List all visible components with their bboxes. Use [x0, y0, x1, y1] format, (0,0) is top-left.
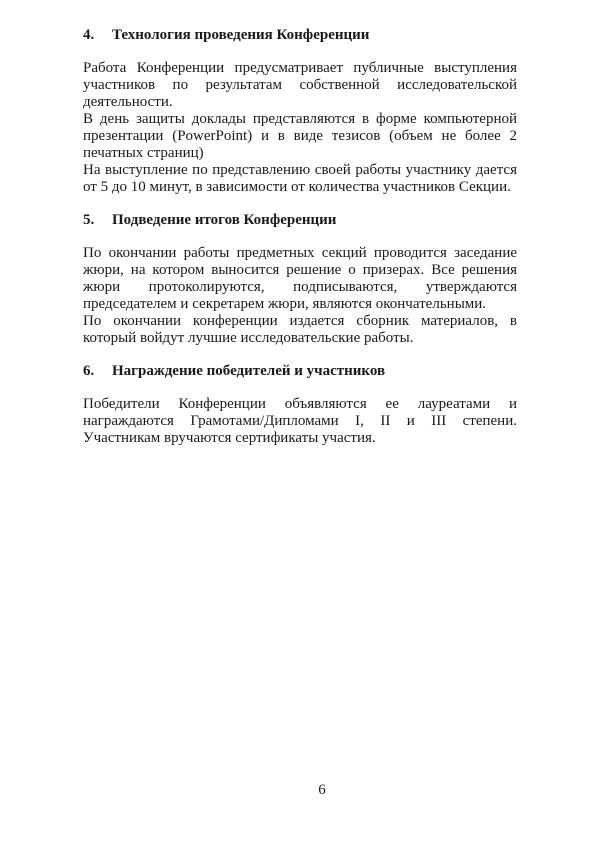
- page-number: 6: [318, 782, 326, 798]
- section-4-number: 4.: [83, 27, 95, 43]
- section-5-paragraph: По окончании конференции издается сборник материалов, в который войдут лучшие исследовательские работы.: [83, 313, 517, 346]
- section-5-paragraph: По окончании работы предметных секций проводится заседание жюри, на котором выносится решение о призерах. Все решения жюри протоколируются, подписываются, утверждаются председателем и секретарем жюри, являются окончательными.: [83, 245, 517, 312]
- section-6-heading: [83, 363, 517, 380]
- section-5: [83, 212, 517, 347]
- section-6-paragraph: Победители Конференции объявляются ее лауреатами и награждаются Грамотами/Дипломами I, II и III степени. Участникам вручаются сертификаты участия.: [83, 396, 517, 446]
- section-5-title: Подведение итогов Конференции: [112, 212, 337, 228]
- section-6: [83, 363, 517, 447]
- section-4-paragraph: Работа Конференции предусматривает публичные выступления участников по результатам собственной исследовательской деятельности.: [83, 60, 517, 110]
- section-4-paragraph: На выступление по представлению своей работы участнику дается от 5 до 10 минут, в зависимости от количества участников Секции.: [83, 162, 517, 195]
- section-5-number: 5.: [83, 212, 95, 228]
- section-4-title: Технология проведения Конференции: [112, 27, 370, 43]
- section-6-number: 6.: [83, 363, 95, 379]
- section-4-heading: [83, 27, 517, 44]
- section-5-heading: [83, 212, 517, 229]
- section-4: [83, 27, 517, 196]
- section-4-paragraph: В день защиты доклады представляются в форме компьютерной презентации (PowerPoint) и в виде тезисов (объем не более 2 печатных страниц): [83, 111, 517, 161]
- section-6-title: Награждение победителей и участников: [112, 363, 386, 379]
